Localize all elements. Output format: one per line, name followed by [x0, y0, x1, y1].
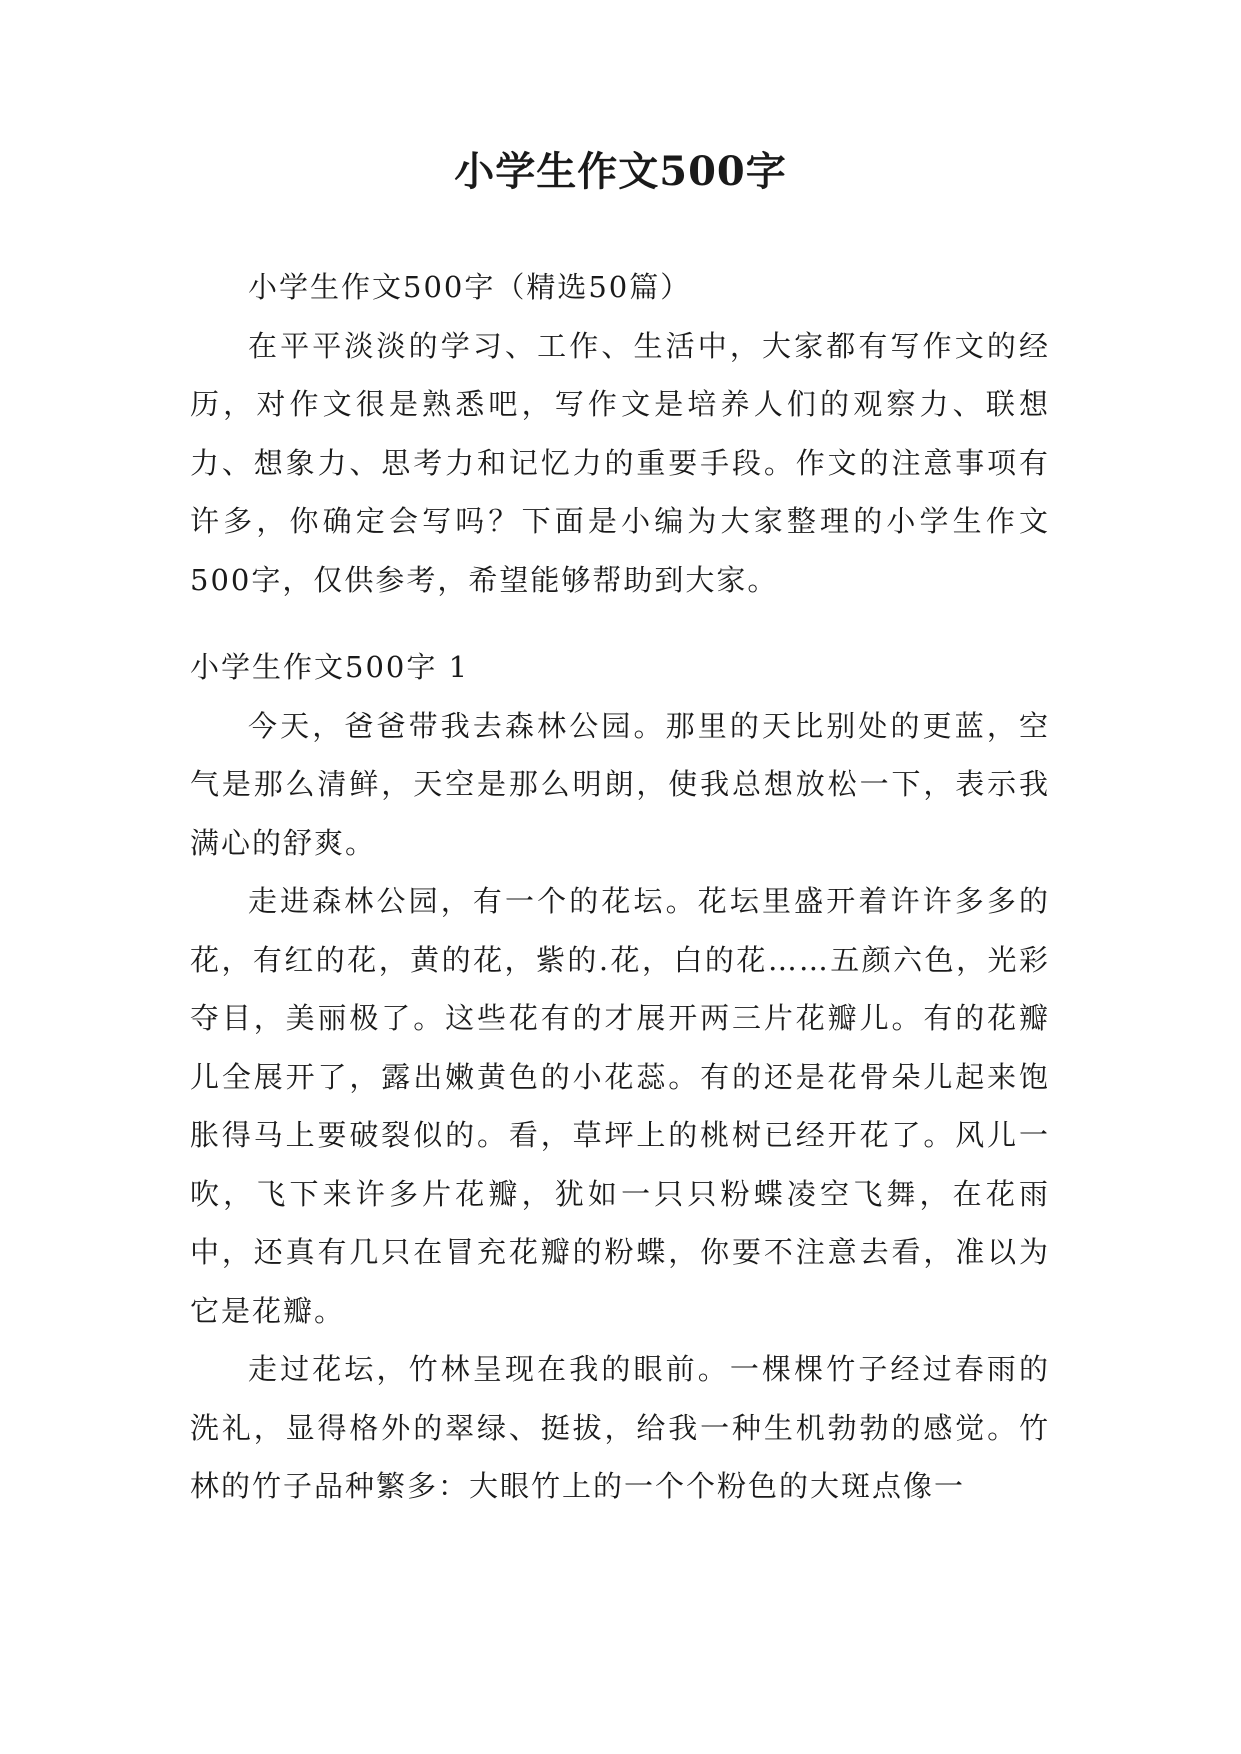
section-heading: 小学生作文500字 1 [190, 650, 470, 684]
body-paragraph: 走过花坛，竹林呈现在我的眼前。一棵棵竹子经过春雨的洗礼，显得格外的翠绿、挺拔，给我一种生机勃勃的感觉。竹林的竹子品种繁多：大眼竹上的一个个粉色的大斑点像一 [190, 1352, 1050, 1503]
document-title: 小学生作文500字 [454, 148, 787, 195]
document-body [190, 258, 1050, 1516]
body-paragraph: 今天，爸爸带我去森林公园。那里的天比别处的更蓝，空气是那么清鲜，天空是那么明朗，使我总想放松一下，表示我满心的舒爽。 [190, 708, 1050, 860]
intro-paragraph: 在平平淡淡的学习、工作、生活中，大家都有写作文的经历，对作文很是熟悉吧，写作文是培养人们的观察力、联想力、想象力、思考力和记忆力的重要手段。作文的注意事项有许多，你确定会写吗？下面是小编为大家整理的小学生作文500字，仅供参考，希望能够帮助到大家。 [190, 328, 1050, 597]
document-subtitle: 小学生作文500字（精选50篇） [248, 270, 692, 304]
body-paragraph: 走进森林公园，有一个的花坛。花坛里盛开着许许多多的花，有红的花，黄的花，紫的.花，白的花……五颜六色，光彩夺目，美丽极了。这些花有的才展开两三片花瓣儿。有的花瓣儿全展开了，露出嫩黄色的小花蕊。有的还是花骨朵儿起来饱胀得马上要破裂似的。看，草坪上的桃树已经开花了。风儿一吹，飞下来许多片花瓣，犹如一只只粉蝶凌空飞舞，在花雨中，还真有几只在冒充花瓣的粉蝶，你要不注意去看，准以为它是花瓣。 [190, 884, 1050, 1328]
